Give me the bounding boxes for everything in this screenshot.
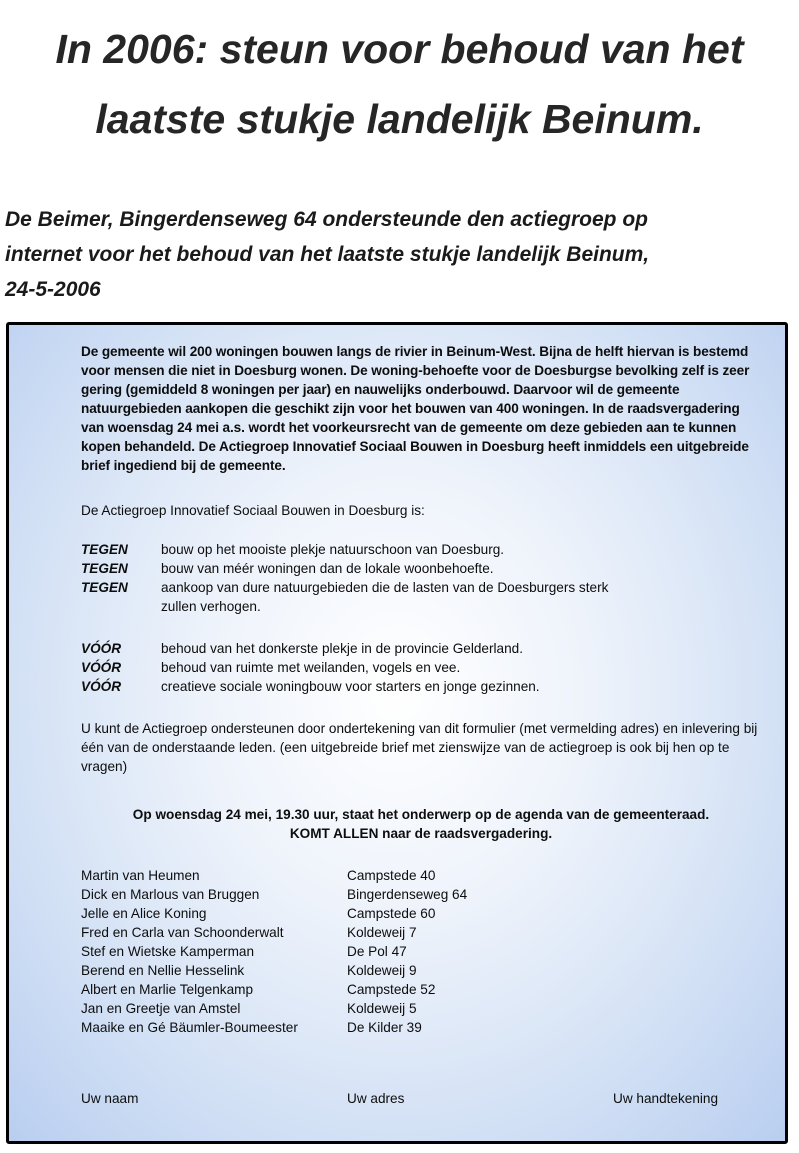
headline-line-2: laatste stukje landelijk Beinum.	[95, 96, 704, 142]
stance-text: creatieve sociale woningbouw voor starters en jonge gezinnen.	[161, 679, 540, 694]
stance-text: aankoop van dure natuurgebieden die de lasten van de Doesburgers sterk zullen verhogen.	[161, 580, 609, 614]
intro-caption	[5, 202, 785, 307]
member-address: Koldeweij 7	[347, 925, 417, 940]
flyer-paragraph-1: De gemeente wil 200 woningen bouwen langs de rivier in Beinum-West. Bijna de helft hiervan is bestemd voor mensen die niet in Doesburg wonen. De woning-behoefte voor de Doesburgse bevolking zelf is zeer gering (gemiddeld 8 woningen per jaar) en nauwelijks onderbouwd. Daarvoor wil de gemeente natuurgebieden aankopen die geschikt zijn voor het bouwen van 400 woningen. In de raadsvergadering van woensdag 24 mei a.s. wordt het voorkeursrecht van de gemeente om deze gebieden aan te kunnen kopen behandeld. De Actiegroep Innovatief Sociaal Bouwen in Doesburg heeft inmiddels een uitgebreide brief ingediend bij de gemeente.	[81, 344, 750, 473]
stance-label: TEGEN	[81, 542, 128, 557]
stance-text: behoud van het donkerste plekje in de provincie Gelderland.	[161, 641, 523, 656]
stance-label: TEGEN	[81, 580, 128, 595]
intro-date: 24-5-2006	[5, 278, 101, 301]
flyer-scan	[6, 322, 788, 1144]
list-item	[81, 1018, 761, 1037]
headline-line-1: In 2006: steun voor behoud van het	[55, 26, 744, 72]
member-address: Bingerdenseweg 64	[347, 887, 468, 902]
member-name: Fred en Carla van Schoonderwalt	[81, 925, 284, 940]
member-address: Campstede 52	[347, 982, 436, 997]
member-name: Albert en Marlie Telgenkamp	[81, 982, 254, 997]
signature-handtekening-label: Uw handtekening	[613, 1091, 719, 1106]
stance-label: VÓÓR	[81, 660, 122, 675]
member-address: Koldeweij 9	[347, 963, 417, 978]
list-item	[81, 961, 761, 980]
list-item	[81, 866, 761, 885]
stance-list	[81, 540, 761, 696]
stance-label: VÓÓR	[81, 679, 122, 694]
stance-row	[81, 578, 761, 616]
list-item	[81, 885, 761, 904]
member-name: Jelle en Alice Koning	[81, 906, 207, 921]
stance-text: bouw van méér woningen dan de lokale woonbehoefte.	[161, 561, 494, 576]
stance-label: TEGEN	[81, 561, 128, 576]
stance-row	[81, 639, 761, 658]
stance-text: behoud van ruimte met weilanden, vogels en vee.	[161, 660, 461, 675]
member-address: De Pol 47	[347, 944, 407, 959]
flyer-paragraph-2: De Actiegroep Innovatief Sociaal Bouwen in Doesburg is:	[81, 503, 425, 518]
member-name: Berend en Nellie Hesselink	[81, 963, 245, 978]
signature-name-label: Uw naam	[81, 1091, 139, 1106]
member-address: Campstede 60	[347, 906, 436, 921]
member-address: De Kilder 39	[347, 1020, 422, 1035]
meeting-line: Op woensdag 24 mei, 19.30 uur, staat het onderwerp op de agenda van de gemeenteraad.	[132, 807, 710, 822]
list-item	[81, 904, 761, 923]
member-name: Dick en Marlous van Bruggen	[81, 887, 260, 902]
member-name: Jan en Greetje van Amstel	[81, 1001, 241, 1016]
stance-row	[81, 540, 761, 559]
stance-label: VÓÓR	[81, 641, 122, 656]
meeting-call: KOMT ALLEN naar de raadsvergadering.	[289, 826, 553, 841]
list-item	[81, 980, 761, 999]
member-address: Campstede 40	[347, 868, 436, 883]
member-address: Koldeweij 5	[347, 1001, 417, 1016]
member-list	[81, 866, 761, 1037]
signature-address-label: Uw adres	[347, 1091, 405, 1106]
intro-line-1: De Beimer, Bingerdenseweg 64 ondersteunde den actiegroep op	[5, 208, 649, 231]
flyer-paragraph-3: U kunt de Actiegroep ondersteunen door ondertekening van dit formulier (met vermelding adres) en inlevering bij één van de onderstaande leden. (een uitgebreide brief met zienswijze van de actiegroep is ook bij hen op te vragen)	[81, 721, 758, 774]
member-name: Stef en Wietske Kamperman	[81, 944, 255, 959]
stance-row	[81, 677, 761, 696]
headline	[0, 14, 799, 154]
member-name: Maaike en Gé Bäumler-Boumeester	[81, 1020, 298, 1035]
member-name: Martin van Heumen	[81, 868, 200, 883]
list-item	[81, 923, 761, 942]
intro-line-2: internet voor het behoud van het laatste stukje landelijk Beinum,	[5, 243, 650, 266]
stance-row	[81, 658, 761, 677]
meeting-notice	[81, 805, 761, 843]
stance-text: bouw op het mooiste plekje natuurschoon van Doesburg.	[161, 542, 505, 557]
stance-row	[81, 559, 761, 578]
list-item	[81, 942, 761, 961]
list-item	[81, 999, 761, 1018]
